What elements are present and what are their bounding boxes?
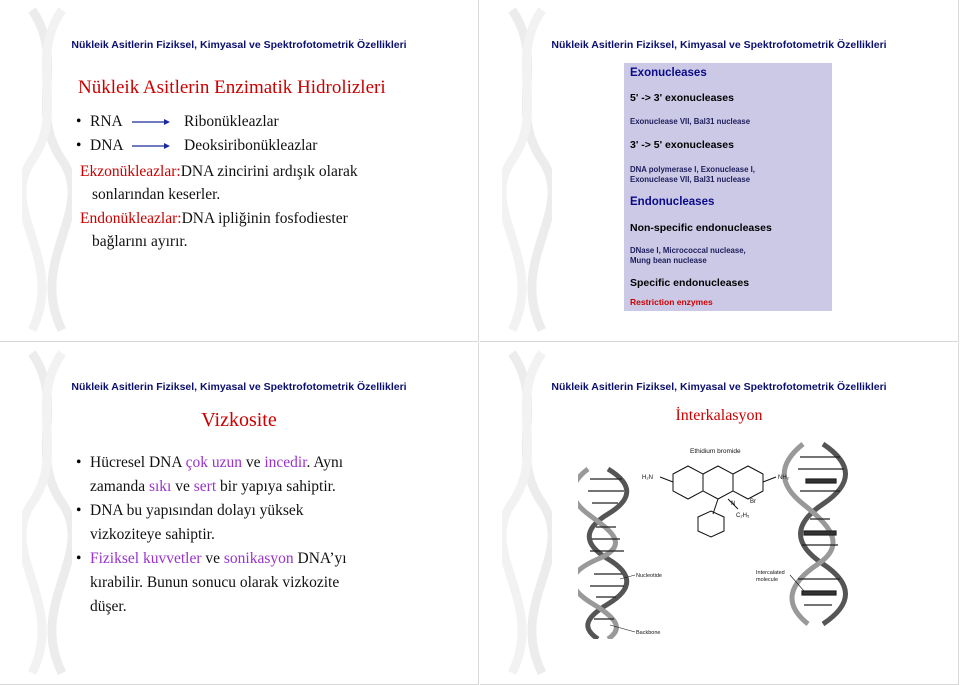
slide-viscosity — [0, 343, 479, 685]
endonuclease-desc-1: DNA ipliğinin fosfodiester — [181, 210, 348, 227]
endonucleases-heading: Endonucleases — [630, 196, 715, 208]
ribonuclease-label: Ribonükleazlar — [184, 113, 279, 130]
slide-header: Nükleik Asitlerin Fiziksel, Kimyasal ve Spektrofotometrik Özellikleri — [551, 381, 887, 393]
deoxyribonuclease-label: Deoksiribonükleazlar — [184, 137, 318, 154]
highlight-rigid: sert — [193, 478, 217, 495]
text-span: ve — [201, 550, 224, 567]
slide-header: Nükleik Asitlerin Fiziksel, Kimyasal ve Spektrofotometrik Özellikleri — [71, 381, 407, 393]
ethidium-label: Ethidium bromide — [690, 448, 741, 455]
text-span: kırabilir. Bunun sonucu olarak vizkozite — [90, 574, 340, 591]
highlight-thin: incedir — [264, 454, 307, 471]
exo-3-5-examples-1: DNA polymerase I, Exonuclease I, — [630, 165, 755, 174]
list-item — [76, 110, 456, 134]
bullet-list — [76, 110, 456, 158]
dna-watermark-icon — [502, 0, 552, 341]
nonspecific-label: Non-specific endonucleases — [630, 222, 772, 234]
exonucleases-heading: Exonucleases — [630, 67, 707, 79]
highlight-sonication: sonikasyon — [223, 550, 294, 567]
restriction-enzymes-label: Restriction enzymes — [630, 297, 713, 307]
slide-title: Vizkosite — [201, 409, 277, 431]
exo-5-3-examples: Exonuclease VII, Bal31 nuclease — [630, 117, 751, 126]
exo-5-3-label: 5' -> 3' exonucleases — [630, 92, 734, 104]
rna-label: • RNA — [90, 113, 123, 130]
list-item — [76, 134, 456, 158]
text-span: DNA’yı — [293, 550, 347, 567]
slide-enzymatic-hydrolysis — [0, 0, 479, 342]
exonuclease-paragraph — [80, 160, 470, 206]
endonuclease-paragraph — [80, 207, 470, 253]
text-span: düşer. — [90, 598, 127, 615]
arrow-right-icon — [132, 141, 170, 151]
text-span: zamanda — [90, 478, 149, 495]
backbone-label: Backbone — [636, 630, 661, 636]
exo-3-5-label: 3' -> 5' exonucleases — [630, 139, 734, 151]
slide-header: Nükleik Asitlerin Fiziksel, Kimyasal ve Spektrofotometrik Özellikleri — [551, 39, 887, 51]
n-label: N — [731, 501, 736, 507]
text-span: . Aynı — [306, 454, 344, 471]
slide-nuclease-classes — [480, 0, 959, 342]
specific-label: Specific endonucleases — [630, 277, 750, 289]
highlight-long: çok uzun — [185, 454, 242, 471]
list-item — [76, 499, 471, 547]
nh2-label: NH₂ — [778, 475, 789, 481]
dna-watermark-icon — [22, 343, 72, 684]
c2h5-label: C₂H₅ — [736, 513, 750, 519]
nucleotide-label: Nucleotide — [636, 573, 662, 579]
text-span: vizkoziteye sahiptir. — [90, 526, 215, 543]
ethidium-bromide-structure — [660, 466, 776, 537]
text-span: bir yapıya sahiptir. — [216, 478, 336, 495]
list-item — [76, 451, 471, 499]
exonuclease-term: Ekzonükleazlar: — [80, 163, 181, 180]
intercalated-label-1: Intercalated — [756, 570, 785, 576]
arrow-right-icon — [132, 117, 170, 127]
br-label: Br — [750, 499, 756, 505]
slide-title: Nükleik Asitlerin Enzimatik Hidrolizleri — [78, 77, 386, 98]
dna-watermark-icon — [502, 343, 552, 684]
text-span: DNA bu yapısından dolayı yüksek — [90, 502, 304, 519]
exonuclease-desc-1: DNA zincirini ardışık olarak — [180, 163, 358, 180]
dna-helix-right — [784, 444, 845, 624]
slide-intercalation — [480, 343, 959, 685]
slide-title: İnterkalasyon — [675, 407, 763, 424]
text-span: ve — [241, 454, 265, 471]
nonspecific-examples-2: Mung bean nuclease — [630, 256, 707, 265]
endonuclease-desc-2: bağlarını ayırır. — [92, 233, 188, 250]
highlight-physical-forces: Fiziksel kuvvetler — [90, 550, 202, 567]
intercalation-diagram — [578, 439, 868, 639]
highlight-tight: sıkı — [148, 478, 172, 495]
exo-3-5-examples-2: Exonuclease VII, Bal31 nuclease — [630, 175, 751, 184]
endonuclease-term: Endonükleazlar: — [80, 210, 182, 227]
h2n-label: H₂N — [642, 475, 653, 481]
text-span: Hücresel DNA — [90, 454, 186, 471]
slide-header: Nükleik Asitlerin Fiziksel, Kimyasal ve Spektrofotometrik Özellikleri — [71, 39, 407, 51]
exonuclease-desc-2: sonlarından keserler. — [92, 186, 221, 203]
dna-helix-left — [578, 469, 627, 639]
dna-watermark-icon — [22, 0, 72, 341]
list-item — [76, 547, 471, 619]
intercalated-label-2: molecule — [756, 577, 779, 583]
text-span: ve — [171, 478, 194, 495]
bullet-list — [76, 451, 471, 619]
nuclease-classification-panel — [624, 63, 832, 311]
dna-label: • DNA — [90, 137, 124, 154]
nonspecific-examples-1: DNase I, Micrococcal nuclease, — [630, 246, 746, 255]
